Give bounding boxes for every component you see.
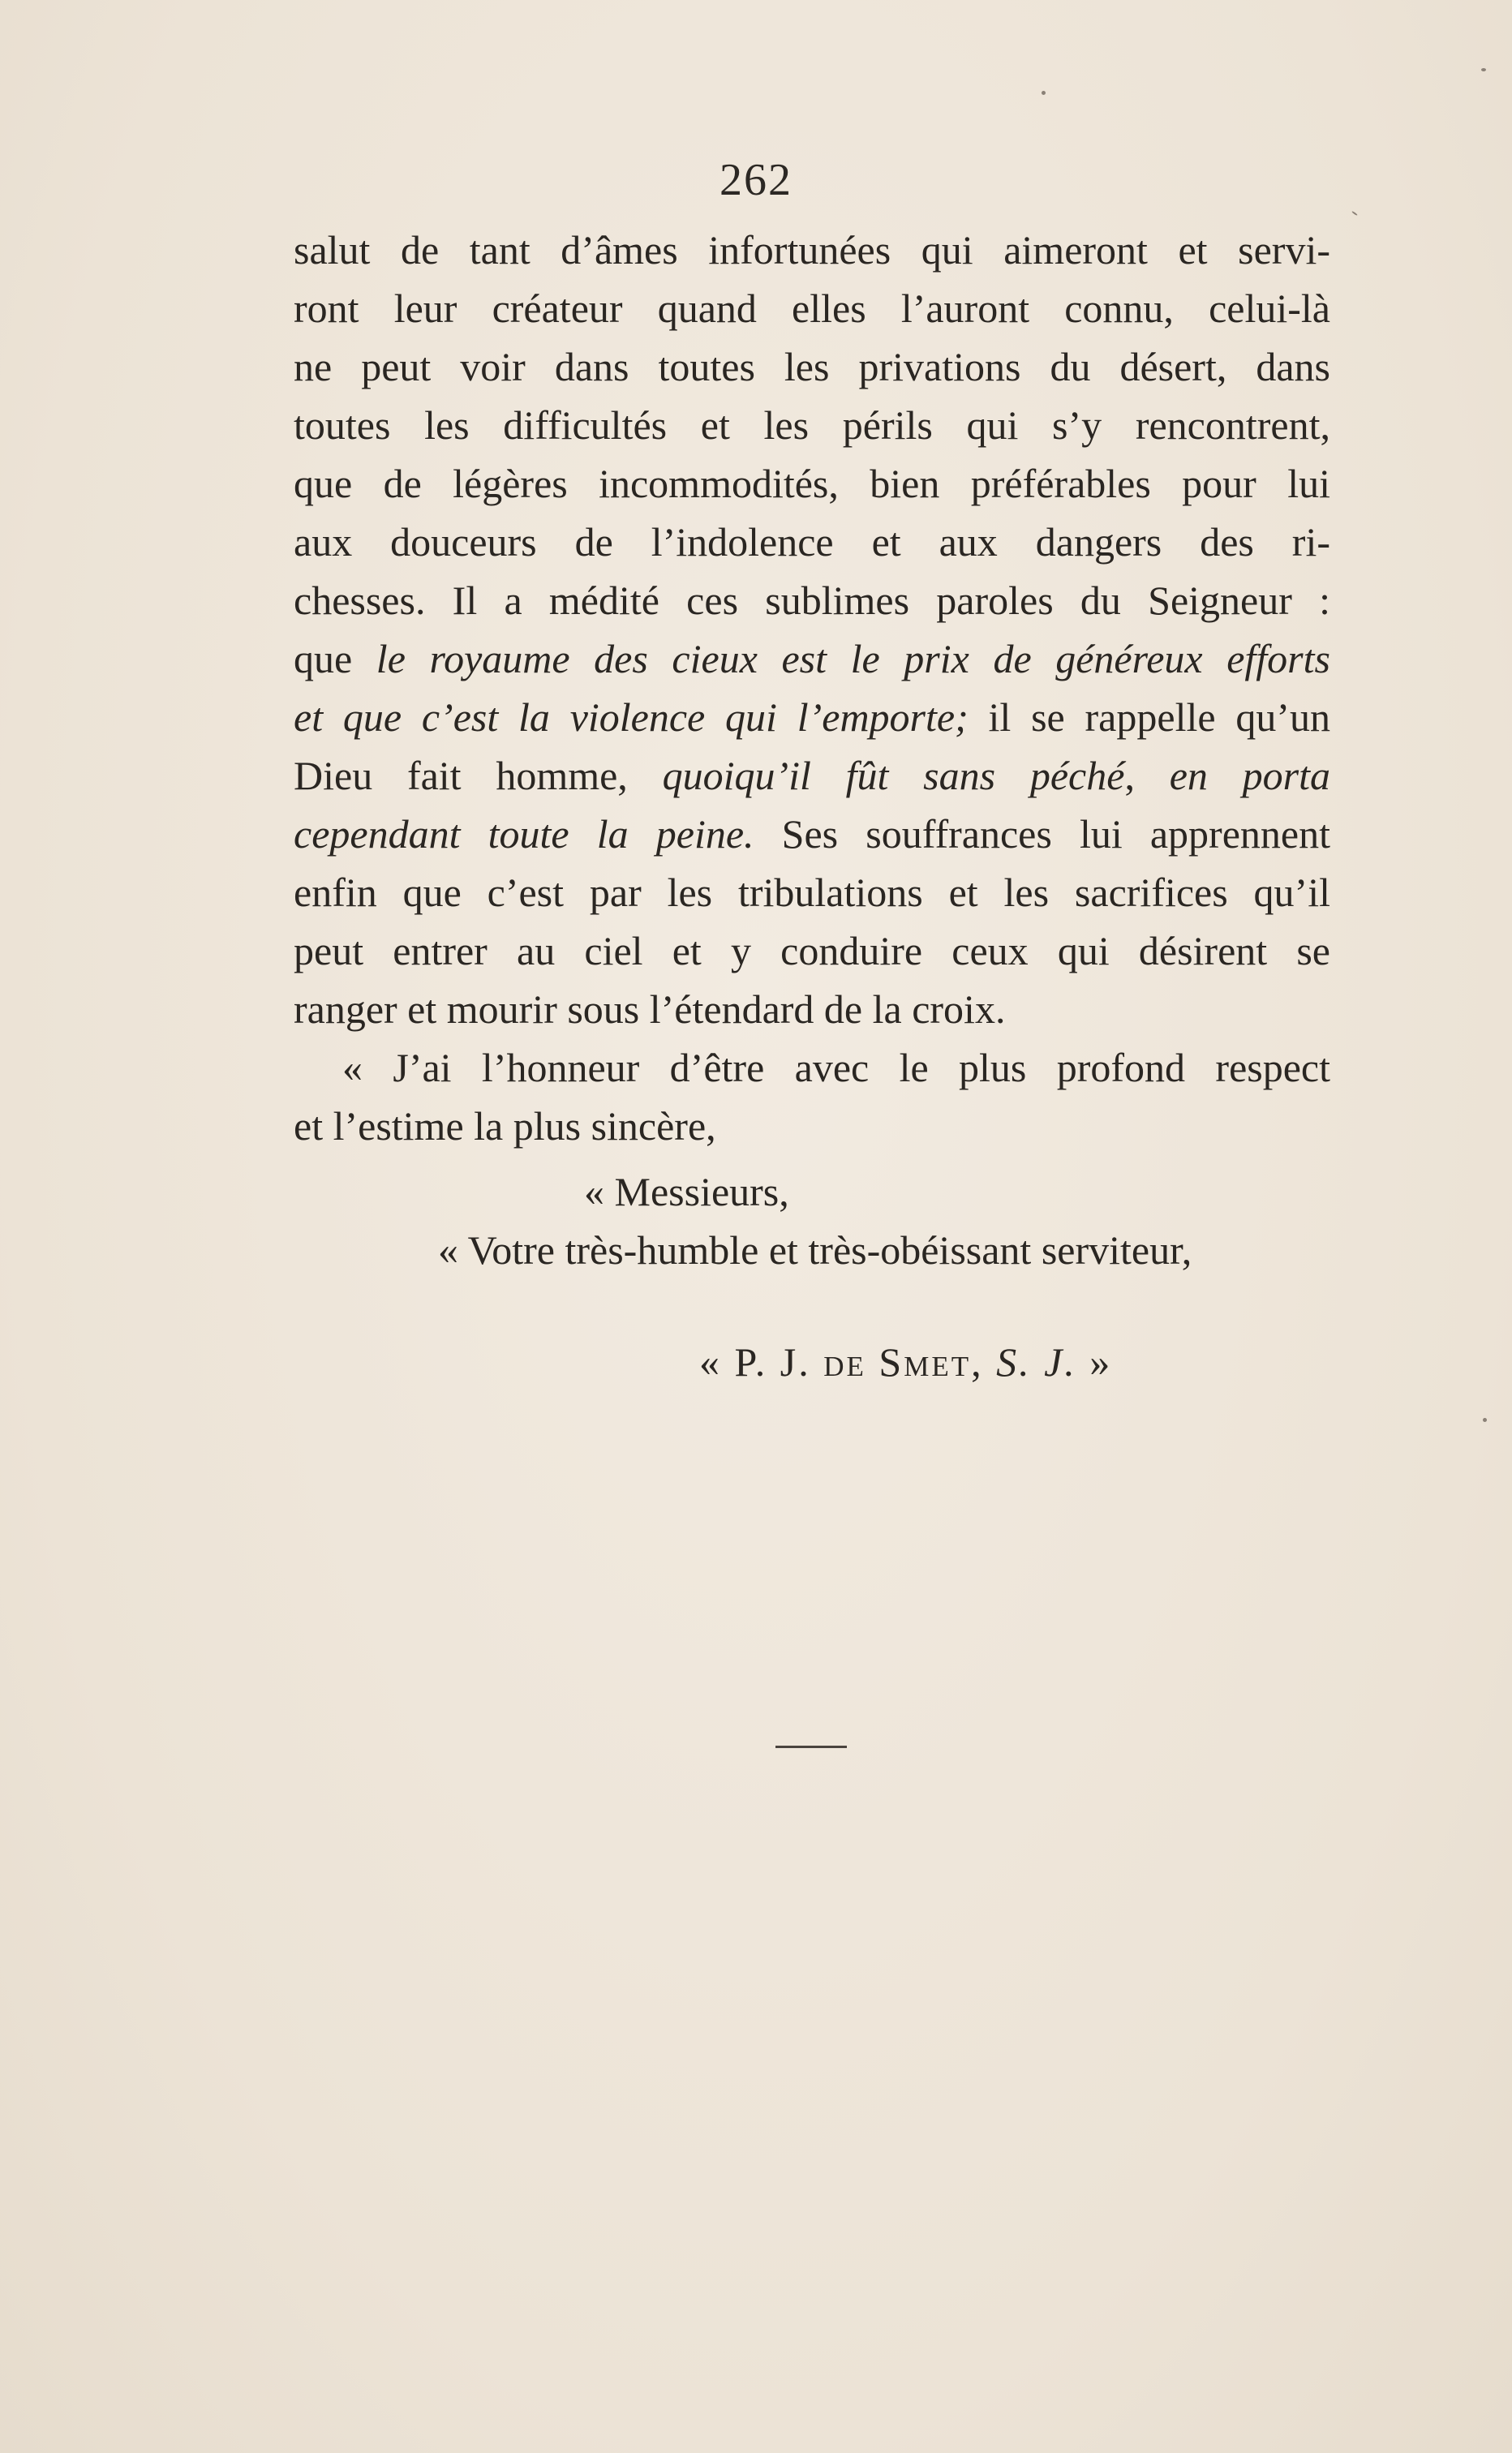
signature-order: S. J. (996, 1339, 1077, 1385)
italic-text: le royaume des cieux est le prix de généreux efforts (376, 636, 1330, 681)
text-run: « J’ai l’honneur d’être avec le plus profond respect (342, 1045, 1330, 1090)
italic-text: cependant toute la peine. (294, 811, 754, 857)
text-line (294, 396, 1330, 454)
text-run: il se rappelle qu’un (968, 694, 1330, 740)
text-run: Ses souffrances lui apprennent (754, 811, 1330, 857)
text-line (294, 1097, 1330, 1155)
text-line (294, 980, 1330, 1038)
italic-text: et que c’est la violence qui l’emporte; (294, 694, 969, 740)
signature-open-quote: « (699, 1339, 735, 1385)
text-line (294, 805, 1330, 863)
text-run: chesses. Il a médité ces sublimes paroles du Seigneur : (294, 578, 1330, 623)
page-number: 262 (719, 155, 793, 205)
text-line (294, 454, 1330, 513)
text-run: que de légères incommodités, bien préférables pour lui (294, 461, 1330, 506)
text-run: ranger et mourir sous l’étendard de la croix. (294, 986, 1006, 1032)
closing-salutation: « Messieurs, (584, 1169, 789, 1214)
text-line (294, 1038, 1330, 1097)
text-line (294, 863, 1330, 921)
signature (699, 1338, 1112, 1385)
text-line (294, 337, 1330, 396)
text-line (294, 221, 1330, 279)
signature-surname: Smet (878, 1339, 972, 1385)
paper-speck (1351, 211, 1358, 216)
text-run: peut entrer au ciel et y conduire ceux qui désirent se (294, 928, 1330, 973)
text-run: aux douceurs de l’indolence et aux dangers des ri- (294, 519, 1330, 565)
text-run: et l’estime la plus sincère, (294, 1103, 716, 1149)
italic-text: en porta (1169, 753, 1331, 798)
text-line (294, 513, 1330, 571)
text-run: que (294, 636, 376, 681)
body-text (294, 221, 1330, 1155)
paper-speck (1042, 91, 1046, 95)
closing-formula: « Votre très-humble et très-obéissant serviteur, (438, 1227, 1192, 1273)
text-line (294, 921, 1330, 980)
text-run: , (1124, 753, 1170, 798)
text-run: salut de tant d’âmes infortunées qui aimeront et servi- (294, 227, 1330, 273)
signature-close-quote: » (1076, 1339, 1113, 1385)
text-run: toutes les difficultés et les périls qui s’y rencontrent, (294, 402, 1330, 448)
text-run: ne peut voir dans toutes les privations du désert, dans (294, 344, 1330, 389)
italic-text: quoiqu’il fût sans péché (662, 753, 1125, 798)
text-line (294, 279, 1330, 337)
text-run: enfin que c’est par les tribulations et les sacrifices qu’il (294, 870, 1330, 915)
text-run: Dieu fait homme, (294, 753, 663, 798)
paper-speck (1481, 68, 1486, 71)
signature-separator: , (971, 1339, 997, 1385)
paper-speck (1483, 1418, 1487, 1422)
signature-particle: de (823, 1339, 879, 1385)
text-line (294, 629, 1330, 688)
end-rule (775, 1746, 847, 1748)
signature-initials: P. J. (734, 1339, 824, 1385)
text-run: ront leur créateur quand elles l’auront connu, celui-là (294, 286, 1330, 331)
text-line (294, 746, 1330, 805)
text-line (294, 571, 1330, 629)
text-line (294, 688, 1330, 746)
